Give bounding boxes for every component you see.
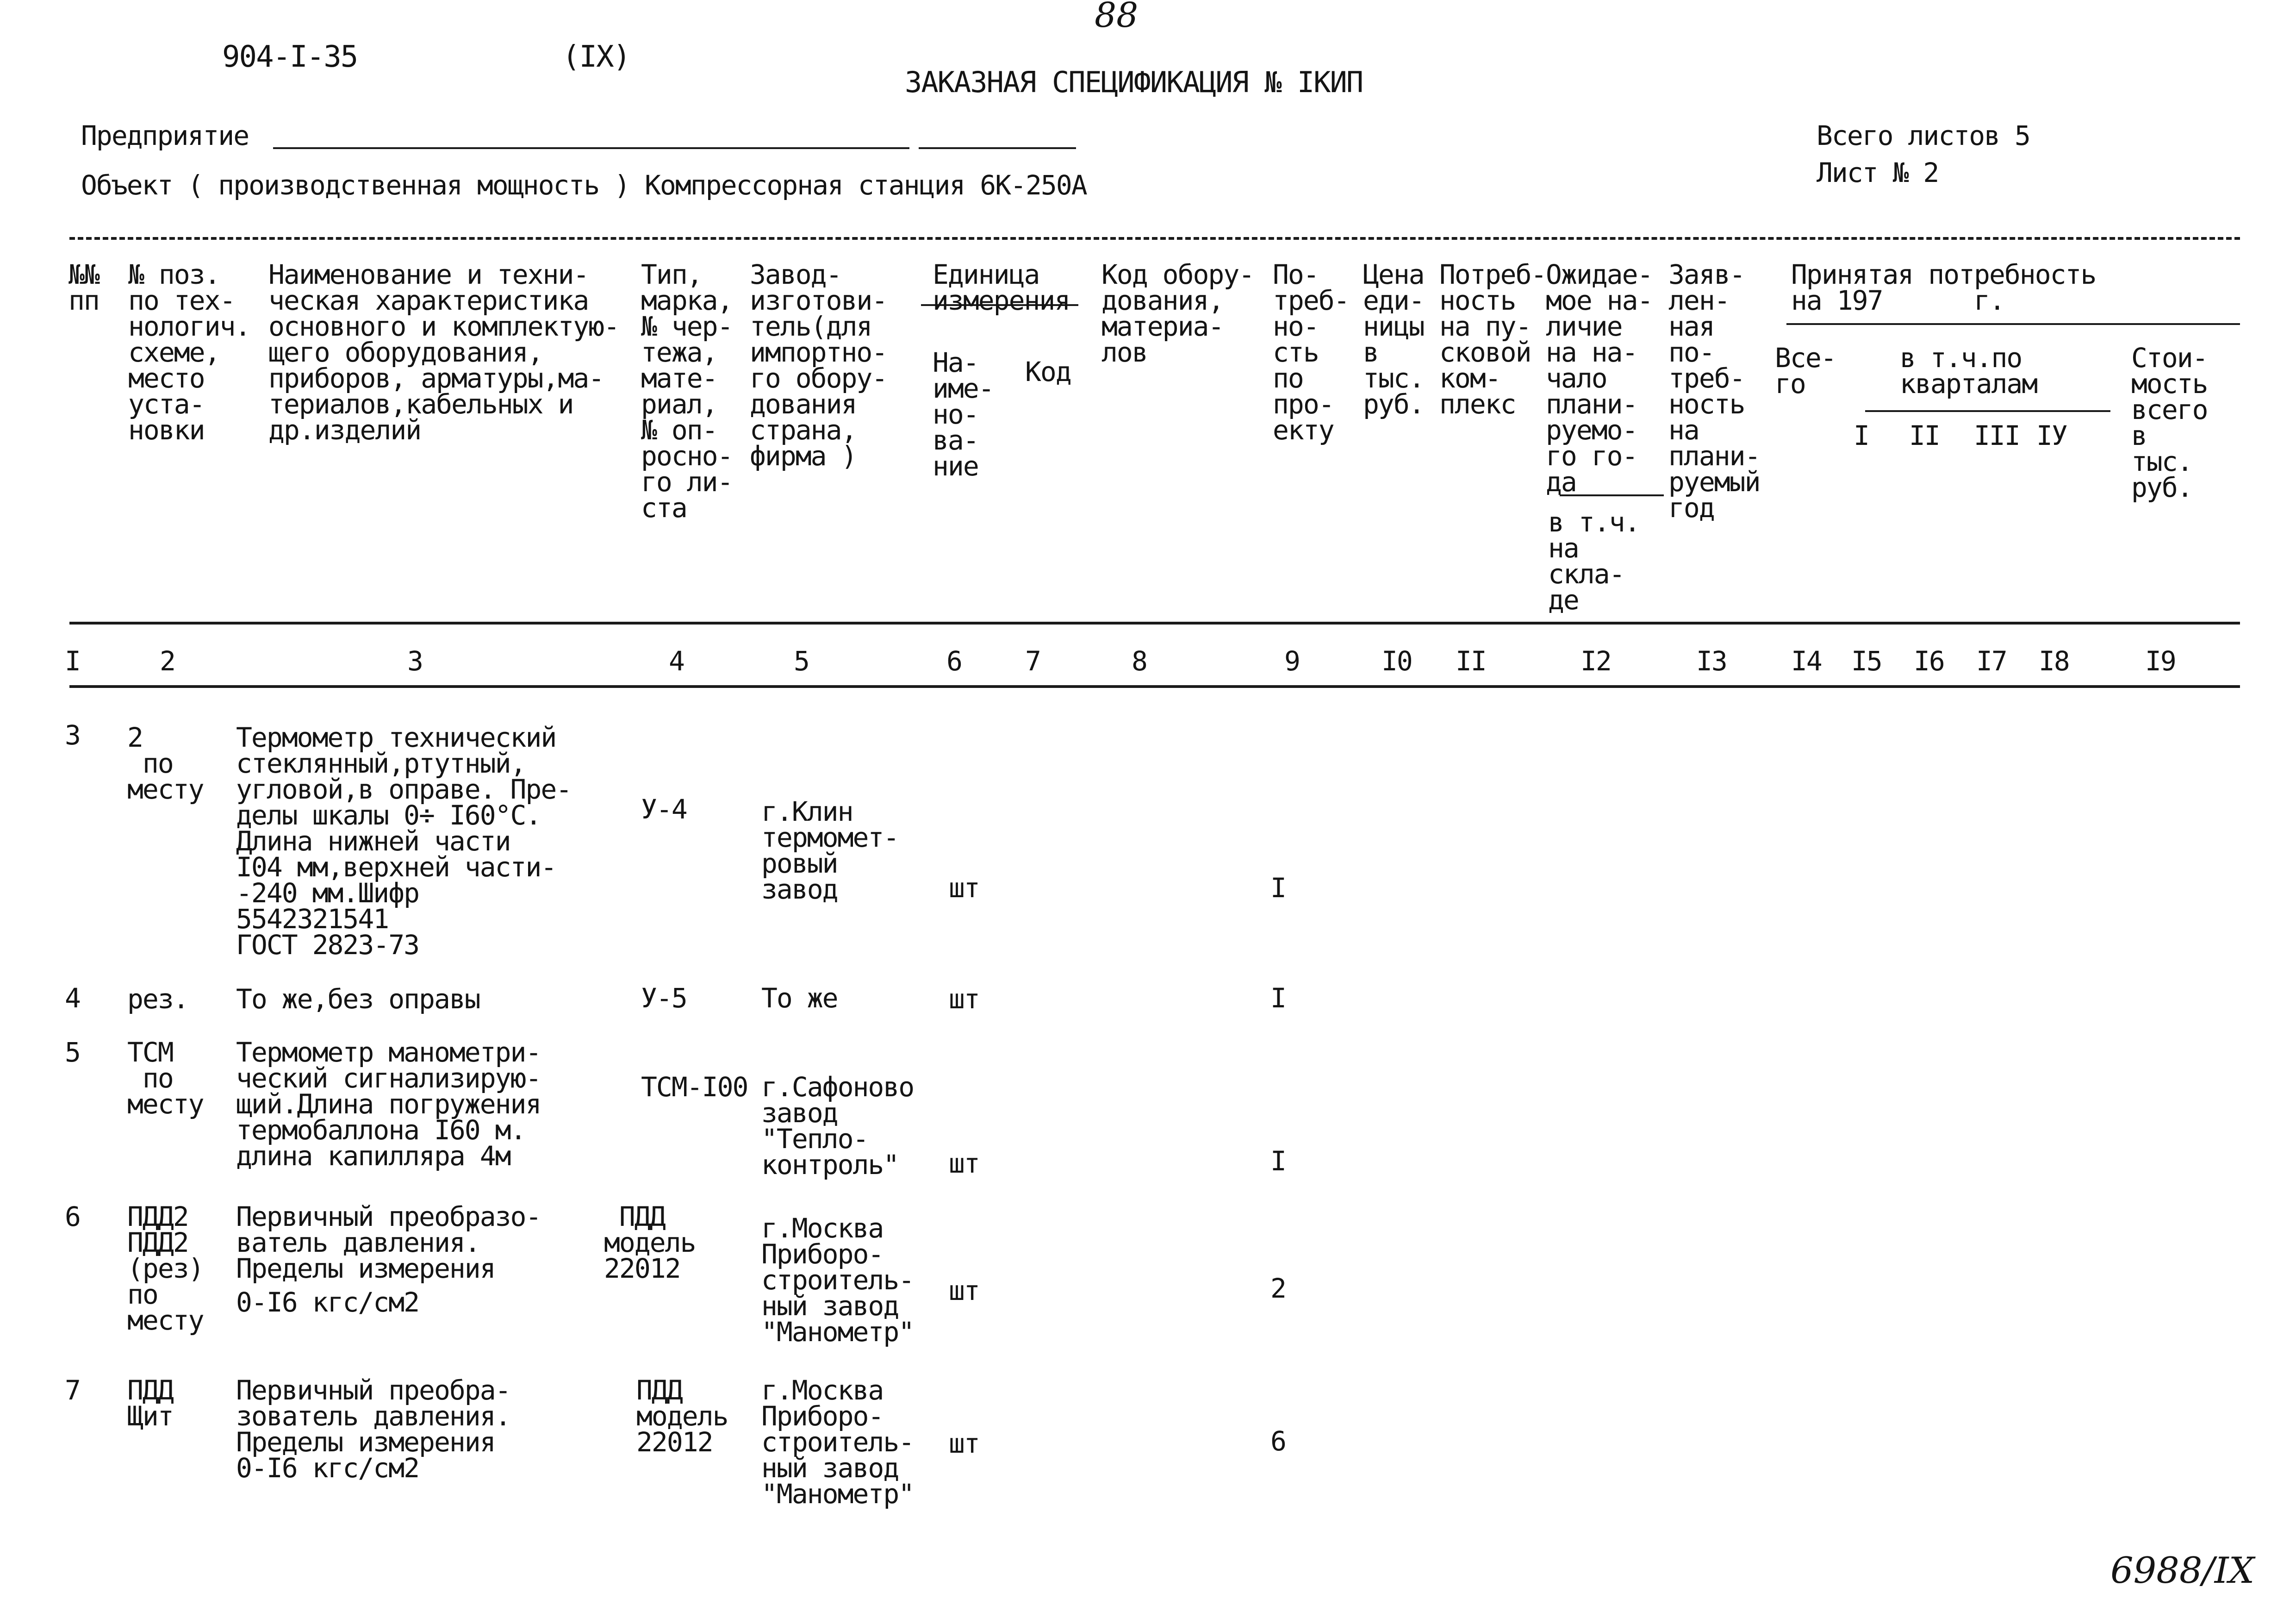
header-bottom-rule — [69, 622, 2240, 625]
col-number: I5 — [1851, 645, 1882, 677]
quarter-2: II — [1909, 420, 1940, 451]
col-number: I4 — [1791, 645, 1822, 677]
col-header-12: Ожидае- мое на- личие на на- чало плани- руемо- го го- да — [1546, 259, 1653, 498]
enterprise-fill-line-2 — [919, 147, 1076, 149]
row-name: То же,без оправы — [236, 983, 480, 1015]
row-name: Первичный преобразо- ватель давления. Пределы измерения — [236, 1201, 541, 1284]
row-number: 5 — [65, 1037, 80, 1068]
col-header-10: Цена еди- ницы в тыс. руб. — [1363, 259, 1424, 420]
col-header-12-stock: в т.ч. на скла- де — [1548, 506, 1640, 616]
col-number: 6 — [946, 645, 962, 677]
row-name: Первичный преобра- зователь давления. Пределы измерения 0-I6 кгс/см2 — [236, 1374, 510, 1484]
col-header-8: Код обору- дования, материа- лов — [1101, 259, 1254, 368]
col-header-14: Все- го — [1775, 342, 1836, 400]
col-header-11: Потреб- ность на пу- сковой ком- плекс — [1439, 259, 1546, 420]
row-unit: шт — [949, 1275, 979, 1306]
col-header-4: Тип, марка, № чер- тежа, мате- риал, № оп- росно- го ли- ста — [641, 259, 733, 524]
enterprise-fill-line — [273, 147, 909, 149]
enterprise-label: Предприятие — [81, 120, 249, 151]
row-position: ПДД2 ПДД2 (рез) по месту — [127, 1201, 204, 1336]
row-number: 4 — [65, 982, 80, 1014]
row-type: ПДД модель 22012 — [604, 1201, 696, 1284]
row-position: ПДД Щит — [127, 1374, 173, 1432]
col-number: II — [1456, 645, 1486, 677]
document-title: ЗАКАЗНАЯ СПЕЦИФИКАЦИЯ № IКИП — [905, 65, 1363, 99]
row-unit: шт — [949, 1148, 979, 1179]
col-number: I2 — [1580, 645, 1611, 677]
row-position: ТСМ по месту — [127, 1037, 204, 1120]
col-header-2: № поз. по тех- нологич. схеме, место уста- новки — [128, 259, 250, 446]
col-number: I6 — [1914, 645, 1944, 677]
page-number: 88 — [1095, 0, 1139, 35]
project-code: 904-I-35 — [222, 40, 358, 74]
row-quantity: 2 — [1270, 1273, 1286, 1304]
col-number: 8 — [1132, 645, 1147, 677]
quarter-3: III — [1974, 420, 2020, 451]
row-unit: шт — [949, 1428, 979, 1459]
sheet-number: Лист № 2 — [1817, 157, 1939, 188]
quarter-4: IУ — [2036, 420, 2067, 451]
volume-number: (IX) — [562, 40, 630, 74]
col-header-13: Заяв- лен- ная по- треб- ность на плани- руемый год — [1668, 259, 1760, 524]
col-number: I0 — [1381, 645, 1412, 677]
col-number: I8 — [2039, 645, 2069, 677]
col-number: I — [65, 645, 80, 677]
row-type: У-4 — [641, 793, 687, 825]
row-name-range: 0-I6 кгс/см2 — [236, 1287, 419, 1318]
accepted-group-rule — [1786, 323, 2240, 325]
row-maker: г.Москва Приборо- строитель- ный завод "Манометр" — [761, 1374, 914, 1510]
col-number: I3 — [1696, 645, 1727, 677]
row-type: ПДД модель 22012 — [636, 1374, 728, 1458]
row-quantity: 6 — [1270, 1425, 1286, 1457]
total-sheets: Всего листов 5 — [1817, 120, 2030, 151]
col-header-3: Наименование и техни- ческая характеристика основного и комплектую- щего оборудования, приборов, арматуры,ма- териалов,кабельных и др.изделий — [268, 259, 619, 446]
row-unit: шт — [949, 983, 979, 1015]
col-number: 4 — [669, 645, 684, 677]
col-header-1: №№ пп — [68, 259, 99, 316]
col-header-accepted: Принятая потребность на 197 г. — [1791, 259, 2096, 316]
col-number: 9 — [1284, 645, 1300, 677]
archive-number: 6988/IX — [2110, 1550, 2255, 1592]
row-number: 3 — [65, 719, 80, 751]
col-header-19: Стои- мость всего в тыс. руб. — [2131, 342, 2208, 503]
row-number: 7 — [65, 1374, 80, 1406]
col-header-6: На- име- но- ва- ние — [933, 347, 994, 482]
row-maker: г.Москва Приборо- строитель- ный завод "Манометр" — [761, 1212, 914, 1348]
row-quantity: I — [1270, 982, 1286, 1014]
row-quantity: I — [1270, 872, 1286, 904]
col-header-7: Код — [1025, 356, 1071, 387]
row-number: 6 — [65, 1201, 80, 1232]
col-number: I9 — [2145, 645, 2176, 677]
object-line: Объект ( производственная мощность ) Компрессорная станция 6К-250А — [81, 169, 1087, 201]
col-header-9: По- треб- но- сть по про- екту — [1273, 259, 1349, 446]
row-maker: То же — [761, 982, 838, 1014]
col-number: 3 — [407, 645, 423, 677]
table-top-rule — [69, 237, 2240, 240]
col-header-unit: Единица измерения — [933, 259, 1070, 316]
col-number: 7 — [1025, 645, 1040, 677]
col-header-quarters: в т.ч.по кварталам — [1900, 342, 2037, 400]
row-type: У-5 — [641, 982, 687, 1014]
col-number: I7 — [1976, 645, 2007, 677]
quarter-1: I — [1854, 420, 1869, 451]
row-maker: г.Сафоново завод "Тепло- контроль" — [761, 1071, 914, 1181]
quarters-rule — [1865, 410, 2110, 412]
column-numbers-rule — [69, 685, 2240, 688]
col-number: 5 — [794, 645, 809, 677]
row-position: рез. — [127, 983, 188, 1015]
row-maker: г.Клин термомет- ровый завод — [761, 796, 899, 905]
row-name: Термометр технический стеклянный,ртутный, угловой,в оправе. Пре- делы шкалы 0÷ I60°С. Длина нижней части I04 мм,верхней части- -240 мм.Шифр 5542321541 ГОСТ 2823-73 — [236, 722, 572, 961]
col-header-5: Завод- изготови- тель(для импортно- го обору- дования страна, фирма ) — [750, 259, 887, 472]
row-quantity: I — [1270, 1145, 1286, 1177]
row-type: ТСМ-I00 — [641, 1071, 748, 1103]
row-unit: шт — [949, 872, 979, 904]
col-number: 2 — [160, 645, 175, 677]
row-name: Термометр манометри- ческий сигнализирую- щий.Длина погружения термобаллона I60 м. длина капилляра 4м — [236, 1037, 541, 1172]
row-position: 2 по месту — [127, 722, 204, 805]
